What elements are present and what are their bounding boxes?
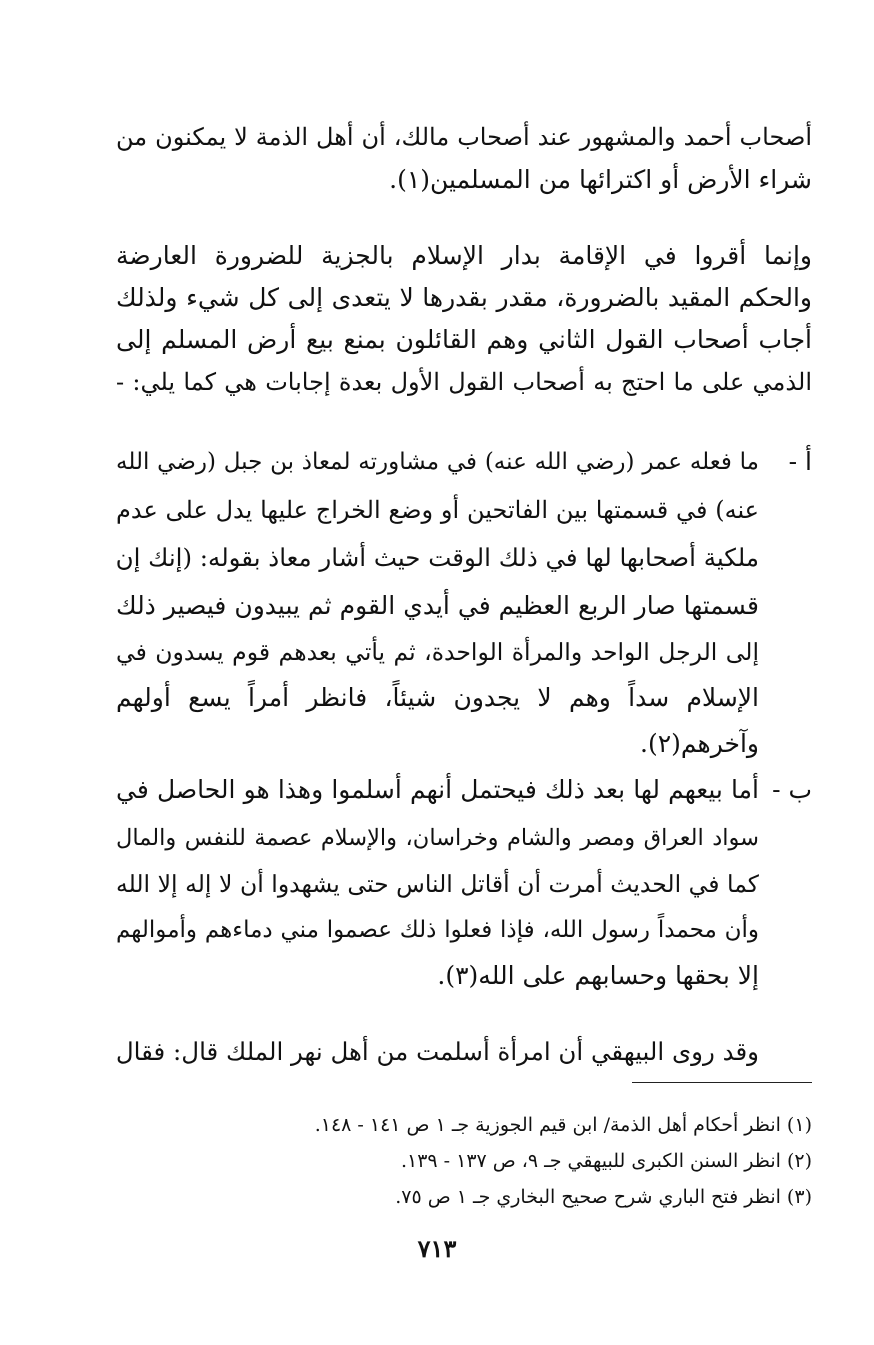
footnote-1: (١) انظر أحكام أهل الذمة/ ابن قيم الجوزية جـ ١ ص ١٤١ - ١٤٨. [314, 1114, 812, 1136]
item-b-line-4: وأن محمداً رسول الله، فإذا فعلوا ذلك عصموا مني دماءهم وأموالهم [116, 917, 759, 943]
item-b-line-5: إلا بحقها وحسابهم على الله(٣). [437, 961, 759, 990]
paragraph-2-line-4: الذمي على ما احتج به أصحاب القول الأول بعدة إجابات هي كما يلي: - [116, 368, 812, 396]
paragraph-3-line-1: وقد روى البيهقي أن امرأة أسلمت من أهل نهر الملك قال: فقال [116, 1037, 759, 1066]
item-b-marker: ب - [772, 775, 812, 804]
item-a-line-2: عنه) في قسمتها بين الفاتحين أو وضع الخراج عليها يدل على عدم [116, 496, 759, 524]
footnote-3: (٣) انظر فتح الباري شرح صحيح البخاري جـ ١ ص ٧٥. [395, 1186, 812, 1208]
item-b-line-3: كما في الحديث أمرت أن أقاتل الناس حتى يشهدوا أن لا إله إلا الله [116, 870, 759, 898]
item-a-line-4: قسمتها صار الربع العظيم في أيدي القوم ثم يبيدون فيصير ذلك [116, 591, 759, 620]
paragraph-1-line-1: أصحاب أحمد والمشهور عند أصحاب مالك، أن أهل الذمة لا يمكنون من [116, 123, 812, 151]
item-a-line-5: إلى الرجل الواحد والمرأة الواحدة، ثم يأتي بعدهم قوم يسدون في [116, 638, 759, 666]
item-a-line-7: وآخرهم(٢). [640, 729, 759, 758]
page-number: ٧١٣ [417, 1234, 457, 1263]
footnote-divider [632, 1082, 812, 1083]
item-a-line-1: ما فعله عمر (رضي الله عنه) في مشاورته لمعاذ بن جبل (رضي الله [116, 449, 759, 475]
paragraph-1-line-2: شراء الأرض أو اكترائها من المسلمين(١). [389, 165, 812, 194]
item-a-line-6: الإسلام سداً وهم لا يجدون شيئاً، فانظر أمراً يسع أولهم [116, 683, 759, 712]
paragraph-2-line-1: وإنما أقروا في الإقامة بدار الإسلام بالجزية للضرورة العارضة [116, 241, 812, 270]
item-a-line-3: ملكية أصحابها لها في ذلك الوقت حيث أشار معاذ بقوله: (إنك إن [116, 543, 759, 572]
item-b-line-2: سواد العراق ومصر والشام وخراسان، والإسلام عصمة للنفس والمال [116, 825, 759, 851]
paragraph-2-line-3: أجاب أصحاب القول الثاني وهم القائلون بمنع بيع أرض المسلم إلى [116, 325, 812, 354]
paragraph-2-line-2: والحكم المقيد بالضرورة، مقدر بقدرها لا يتعدى إلى كل شيء ولذلك [116, 283, 812, 312]
footnote-2: (٢) انظر السنن الكبرى للبيهقي جـ ٩، ص ١٣٧ - ١٣٩. [400, 1150, 812, 1172]
item-a-marker: أ - [788, 447, 812, 476]
item-b-line-1: أما بيعهم لها بعد ذلك فيحتمل أنهم أسلموا وهذا هو الحاصل في [116, 775, 759, 804]
